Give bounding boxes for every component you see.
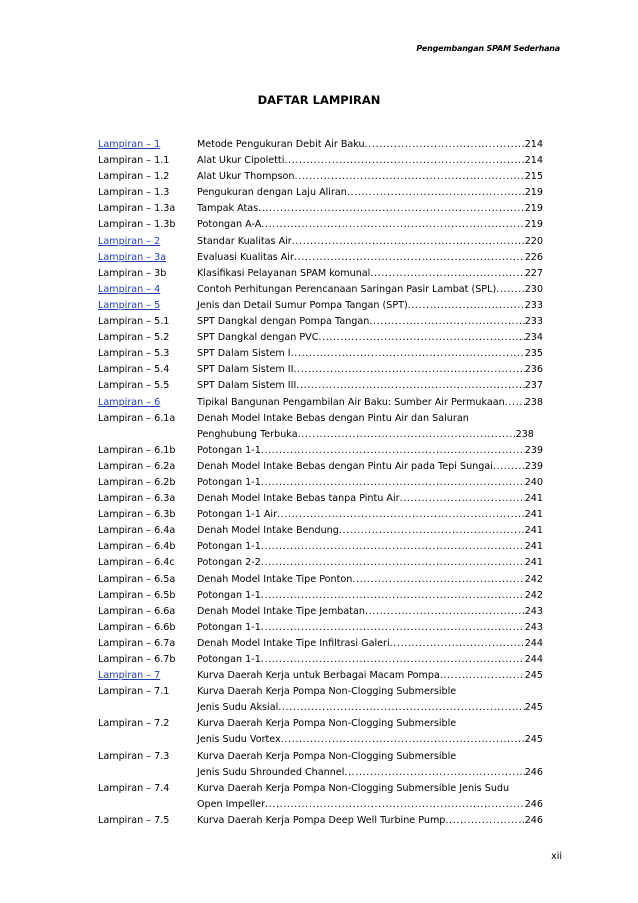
- title-text: Denah Model Intake Tipe Ponton: [197, 573, 353, 585]
- dot-leader: [369, 314, 524, 330]
- dot-leader: [298, 427, 516, 443]
- title-text: SPT Dangkal dengan Pompa Tangan: [197, 316, 370, 328]
- dot-leader: [277, 507, 525, 523]
- title-text: Open Impeller: [197, 798, 266, 810]
- toc-entry: [98, 185, 543, 201]
- appendix-title: [197, 266, 543, 282]
- title-text: Tampak Atas: [197, 203, 259, 215]
- dot-leader: [291, 346, 525, 362]
- toc-entry: [98, 266, 543, 282]
- title-line: [197, 636, 543, 652]
- title-line: [197, 137, 543, 153]
- appendix-label: Lampiran – 1.1: [98, 155, 170, 167]
- toc-entry: [98, 330, 543, 346]
- title-text: SPT Dalam Sistem II: [197, 364, 294, 376]
- title-line: [197, 282, 543, 298]
- title-text: Denah Model Intake Bebas tanpa Pintu Air: [197, 493, 400, 505]
- title-line: [197, 716, 543, 732]
- dot-leader: [365, 137, 525, 153]
- appendix-title: [197, 250, 543, 266]
- title-line: [197, 378, 543, 394]
- appendix-title: [197, 330, 543, 346]
- toc-entry: [98, 555, 543, 571]
- toc-entry[interactable]: [98, 137, 543, 153]
- page-ref: 240: [524, 476, 543, 488]
- title-text: Potongan 1-1: [197, 444, 261, 456]
- title-text: Denah Model Intake Bebas dengan Pintu Air pada Tepi Sungai: [197, 460, 493, 472]
- appendix-title: [197, 153, 543, 169]
- page-ref: 236: [524, 364, 543, 376]
- appendix-title: [197, 137, 543, 153]
- appendix-title: [197, 491, 543, 507]
- title-text: Jenis Sudu Aksial: [197, 702, 279, 714]
- appendix-title: [197, 201, 543, 217]
- appendix-title: [197, 539, 543, 555]
- appendix-title: [197, 298, 543, 314]
- title-text: Metode Pengukuran Debit Air Baku: [197, 139, 365, 150]
- dot-leader: [339, 523, 525, 539]
- title-text: Denah Model Intake Tipe Jembatan: [197, 605, 365, 617]
- page-ref: 214: [524, 139, 543, 150]
- title-line: [197, 491, 543, 507]
- title-line: [197, 539, 543, 555]
- dot-leader: [261, 588, 525, 604]
- title-line: [197, 411, 543, 427]
- toc-entry: [98, 378, 543, 394]
- title-line: [197, 266, 543, 282]
- dot-leader: [261, 475, 525, 491]
- toc-entry: [98, 362, 543, 378]
- title-text: Potongan 2-2: [197, 557, 261, 569]
- title-line: [197, 201, 543, 217]
- title-text: Alat Ukur Thompson: [197, 171, 295, 183]
- appendix-label: Lampiran – 6.3a: [98, 493, 176, 505]
- page-ref: 234: [524, 332, 543, 344]
- toc-entry: [98, 749, 543, 781]
- title-line: [197, 314, 543, 330]
- toc-entry: [98, 781, 543, 813]
- appendix-label: Lampiran – 5.3: [98, 348, 170, 360]
- appendix-label[interactable]: Lampiran – 7: [98, 670, 161, 682]
- appendix-title: [197, 395, 543, 411]
- toc-entry: [98, 620, 543, 636]
- dot-leader: [261, 217, 524, 233]
- appendix-list: [98, 137, 543, 829]
- title-text: SPT Dalam Sistem I: [197, 348, 291, 360]
- toc-entry: [98, 523, 543, 539]
- appendix-title: [197, 813, 543, 829]
- appendix-title: [197, 572, 543, 588]
- toc-entry: [98, 813, 543, 829]
- toc-entry: [98, 411, 543, 443]
- title-text: Potongan A-A: [197, 219, 262, 231]
- title-line: [197, 700, 543, 716]
- appendix-title: [197, 604, 543, 620]
- toc-entry[interactable]: [98, 250, 543, 266]
- title-text: Kurva Daerah Kerja Pompa Non-Clogging Submersible Jenis Sudu: [197, 782, 510, 794]
- toc-entry[interactable]: [98, 234, 543, 250]
- dot-leader: [445, 813, 524, 829]
- page-ref: 227: [524, 267, 543, 279]
- page-ref: 235: [524, 348, 543, 360]
- appendix-title: [197, 378, 543, 394]
- title-line: [197, 620, 543, 636]
- toc-entry: [98, 459, 543, 475]
- toc-entry[interactable]: [98, 298, 543, 314]
- appendix-label: Lampiran – 6.1b: [98, 444, 176, 456]
- page-ref: 241: [524, 509, 543, 521]
- title-text: Penghubung Terbuka: [197, 428, 298, 440]
- title-line: [197, 427, 543, 443]
- appendix-title: [197, 620, 543, 636]
- appendix-title: [197, 684, 543, 716]
- title-line: [197, 555, 543, 571]
- page-ref: 237: [524, 380, 543, 392]
- toc-entry: [98, 169, 543, 185]
- page-ref: 244: [524, 637, 543, 649]
- appendix-label: Lampiran – 1.2: [98, 171, 170, 183]
- dot-leader: [265, 797, 525, 813]
- title-text: Evaluasi Kualitas Air: [197, 251, 294, 263]
- toc-entry: [98, 539, 543, 555]
- toc-entry: [98, 716, 543, 748]
- appendix-label: Lampiran – 1.3a: [98, 203, 176, 215]
- dot-leader: [408, 298, 525, 314]
- title-text: Alat Ukur Cipoletti: [197, 155, 285, 167]
- page-ref: 233: [524, 299, 543, 311]
- running-header: Pengembangan SPAM Sederhana: [416, 44, 560, 53]
- title-line: [197, 185, 543, 201]
- appendix-title: [197, 668, 543, 684]
- appendix-label: Lampiran – 6.3b: [98, 509, 176, 521]
- appendix-label[interactable]: Lampiran – 1: [98, 139, 161, 150]
- appendix-title: [197, 217, 543, 233]
- title-text: Denah Model Intake Tipe Infiltrasi Galeri: [197, 637, 390, 649]
- page-ref: 219: [524, 203, 543, 215]
- title-line: [197, 250, 543, 266]
- page-ref: 230: [524, 283, 543, 295]
- appendix-label[interactable]: Lampiran – 6: [98, 396, 161, 408]
- page-ref: 242: [524, 573, 543, 585]
- appendix-title: [197, 781, 543, 813]
- page-ref: 219: [524, 219, 543, 231]
- appendix-label: Lampiran – 6.5b: [98, 589, 176, 601]
- appendix-title: [197, 459, 543, 475]
- title-text: Kurva Daerah Kerja untuk Berbagai Macam Pompa: [197, 670, 440, 682]
- title-line: [197, 813, 543, 829]
- page-ref: 245: [524, 670, 543, 682]
- dot-leader: [496, 282, 525, 298]
- appendix-title: [197, 314, 543, 330]
- dot-leader: [281, 732, 525, 748]
- title-line: [197, 459, 543, 475]
- page-ref: 233: [524, 316, 543, 328]
- title-line: [197, 443, 543, 459]
- toc-entry: [98, 652, 543, 668]
- title-text: Potongan 1-1: [197, 654, 261, 665]
- appendix-label[interactable]: Lampiran – 4: [98, 283, 161, 295]
- dot-leader: [261, 620, 525, 636]
- title-line: [197, 572, 543, 588]
- title-text: SPT Dalam Sistem III: [197, 380, 297, 392]
- page-ref: 246: [524, 814, 543, 826]
- page-ref: 220: [524, 235, 543, 247]
- toc-entry: [98, 314, 543, 330]
- appendix-label: Lampiran – 7.2: [98, 718, 170, 730]
- appendix-label: Lampiran – 1.3b: [98, 219, 176, 231]
- title-text: Jenis dan Detail Sumur Pompa Tangan (SPT): [197, 299, 408, 311]
- title-text: Potongan 1-1: [197, 621, 261, 633]
- toc-entry: [98, 507, 543, 523]
- dot-leader: [318, 330, 524, 346]
- title-line: [197, 732, 543, 748]
- appendix-label: Lampiran – 7.3: [98, 750, 170, 762]
- appendix-label[interactable]: Lampiran – 2: [98, 235, 161, 247]
- appendix-label: Lampiran – 6.6a: [98, 605, 176, 617]
- dot-leader: [347, 185, 525, 201]
- page-ref: 243: [524, 621, 543, 633]
- appendix-label[interactable]: Lampiran – 5: [98, 299, 161, 311]
- dot-leader: [365, 604, 525, 620]
- toc-entry: [98, 604, 543, 620]
- dot-leader: [294, 250, 525, 266]
- page-ref: 238: [524, 396, 543, 408]
- dot-leader: [258, 201, 525, 217]
- toc-entry: [98, 217, 543, 233]
- toc-entry: [98, 572, 543, 588]
- toc-entry: [98, 475, 543, 491]
- appendix-title: [197, 636, 543, 652]
- appendix-label: Lampiran – 5.2: [98, 332, 170, 344]
- title-line: [197, 234, 543, 250]
- appendix-label: Lampiran – 6.7b: [98, 654, 176, 665]
- appendix-title: [197, 282, 543, 298]
- appendix-label: Lampiran – 6.7a: [98, 637, 176, 649]
- toc-entry: [98, 636, 543, 652]
- page-title: DAFTAR LAMPIRAN: [257, 93, 381, 107]
- title-line: [197, 217, 543, 233]
- title-line: [197, 330, 543, 346]
- page-number: xii: [551, 851, 562, 862]
- dot-leader: [261, 539, 525, 555]
- toc-entry: [98, 443, 543, 459]
- dot-leader: [278, 700, 524, 716]
- title-text: Potongan 1-1: [197, 541, 261, 553]
- dot-leader: [284, 153, 524, 169]
- title-text: Standar Kualitas Air: [197, 235, 292, 247]
- page-ref: 241: [524, 493, 543, 505]
- toc-entry[interactable]: [98, 668, 543, 684]
- dot-leader: [261, 652, 525, 668]
- title-line: [197, 507, 543, 523]
- page-ref: 246: [524, 766, 543, 778]
- page-ref: 219: [524, 187, 543, 199]
- title-text: Contoh Perhitungan Perencanaan Saringan Pasir Lambat (SPL): [197, 283, 497, 295]
- page-ref: 241: [524, 525, 543, 537]
- appendix-title: [197, 411, 543, 443]
- appendix-title: [197, 475, 543, 491]
- appendix-label[interactable]: Lampiran – 3a: [98, 251, 167, 263]
- title-line: [197, 652, 543, 668]
- appendix-title: [197, 362, 543, 378]
- appendix-label: Lampiran – 6.4c: [98, 557, 175, 569]
- appendix-title: [197, 234, 543, 250]
- page-ref: 239: [524, 444, 543, 456]
- title-line: [197, 169, 543, 185]
- appendix-title: [197, 185, 543, 201]
- appendix-title: [197, 652, 543, 668]
- title-line: [197, 604, 543, 620]
- appendix-label: Lampiran – 6.4a: [98, 525, 176, 537]
- title-text: Tipikal Bangunan Pengambilan Air Baku: Sumber Air Permukaan: [197, 396, 505, 408]
- page-ref: 243: [524, 605, 543, 617]
- appendix-label: Lampiran – 6.2b: [98, 476, 176, 488]
- title-text: Jenis Sudu Vortex: [197, 734, 281, 746]
- appendix-title: [197, 346, 543, 362]
- title-text: Kurva Daerah Kerja Pompa Non-Clogging Submersible: [197, 686, 457, 698]
- title-text: Kurva Daerah Kerja Pompa Non-Clogging Submersible: [197, 718, 457, 730]
- page-ref: 239: [524, 460, 543, 472]
- title-line: [197, 475, 543, 491]
- appendix-label: Lampiran – 6.5a: [98, 573, 176, 585]
- toc-entry[interactable]: [98, 282, 543, 298]
- appendix-label: Lampiran – 5.5: [98, 380, 170, 392]
- title-text: Kurva Daerah Kerja Pompa Non-Clogging Submersible: [197, 750, 457, 762]
- appendix-label: Lampiran – 7.1: [98, 686, 170, 698]
- title-text: Klasifikasi Pelayanan SPAM komunal: [197, 267, 371, 279]
- title-line: [197, 781, 543, 797]
- dot-leader: [493, 459, 525, 475]
- appendix-title: [197, 443, 543, 459]
- appendix-label: Lampiran – 5.4: [98, 364, 170, 376]
- appendix-label: Lampiran – 7.4: [98, 782, 170, 794]
- dot-leader: [344, 765, 524, 781]
- dot-leader: [370, 266, 524, 282]
- title-text: SPT Dangkal dengan PVC: [197, 332, 319, 344]
- appendix-title: [197, 588, 543, 604]
- page-ref: 226: [524, 251, 543, 263]
- appendix-label: Lampiran – 5.1: [98, 316, 170, 328]
- appendix-title: [197, 507, 543, 523]
- dot-leader: [440, 668, 525, 684]
- dot-leader: [390, 636, 525, 652]
- title-line: [197, 684, 543, 700]
- toc-entry[interactable]: [98, 395, 543, 411]
- appendix-title: [197, 169, 543, 185]
- appendix-label: Lampiran – 6.4b: [98, 541, 176, 553]
- title-text: Potongan 1-1: [197, 589, 261, 601]
- dot-leader: [505, 395, 525, 411]
- page-ref: 245: [524, 734, 543, 746]
- page-ref: 215: [524, 171, 543, 183]
- toc-entry: [98, 684, 543, 716]
- title-line: [197, 298, 543, 314]
- appendix-title: [197, 749, 543, 781]
- appendix-label: Lampiran – 6.1a: [98, 412, 176, 424]
- title-line: [197, 588, 543, 604]
- toc-entry: [98, 201, 543, 217]
- title-text: Denah Model Intake Bebas dengan Pintu Air dan Saluran: [197, 412, 469, 424]
- appendix-label: Lampiran – 7.5: [98, 814, 170, 826]
- title-text: Jenis Sudu Shrounded Channel: [197, 766, 345, 778]
- dot-leader: [352, 572, 524, 588]
- page-ref: 238: [515, 428, 534, 440]
- title-line: [197, 749, 543, 765]
- title-line: [197, 797, 543, 813]
- appendix-label: Lampiran – 3b: [98, 267, 167, 279]
- toc-entry: [98, 153, 543, 169]
- toc-entry: [98, 588, 543, 604]
- appendix-title: [197, 716, 543, 748]
- title-text: Denah Model Intake Bendung: [197, 525, 339, 537]
- appendix-title: [197, 523, 543, 539]
- title-line: [197, 395, 543, 411]
- page-ref: 244: [524, 654, 543, 665]
- title-text: Potongan 1-1 Air: [197, 509, 278, 521]
- dot-leader: [261, 555, 525, 571]
- page-ref: 241: [524, 541, 543, 553]
- dot-leader: [293, 362, 524, 378]
- title-line: [197, 153, 543, 169]
- dot-leader: [292, 234, 525, 250]
- title-line: [197, 765, 543, 781]
- dot-leader: [296, 378, 524, 394]
- title-line: [197, 523, 543, 539]
- page-ref: 242: [524, 589, 543, 601]
- dot-leader: [261, 443, 525, 459]
- dot-leader: [400, 491, 525, 507]
- title-line: [197, 362, 543, 378]
- page-ref: 246: [524, 798, 543, 810]
- page-ref: 245: [524, 702, 543, 714]
- title-text: Pengukuran dengan Laju Aliran: [197, 187, 347, 199]
- appendix-label: Lampiran – 1.3: [98, 187, 170, 199]
- toc-entry: [98, 346, 543, 362]
- title-line: [197, 346, 543, 362]
- title-text: Potongan 1-1: [197, 476, 261, 488]
- appendix-label: Lampiran – 6.2a: [98, 460, 176, 472]
- page-ref: 241: [524, 557, 543, 569]
- page-ref: 214: [524, 155, 543, 167]
- toc-entry: [98, 491, 543, 507]
- title-text: Kurva Daerah Kerja Pompa Deep Well Turbine Pump: [197, 814, 446, 826]
- title-line: [197, 668, 543, 684]
- dot-leader: [294, 169, 524, 185]
- appendix-title: [197, 555, 543, 571]
- appendix-label: Lampiran – 6.6b: [98, 621, 176, 633]
